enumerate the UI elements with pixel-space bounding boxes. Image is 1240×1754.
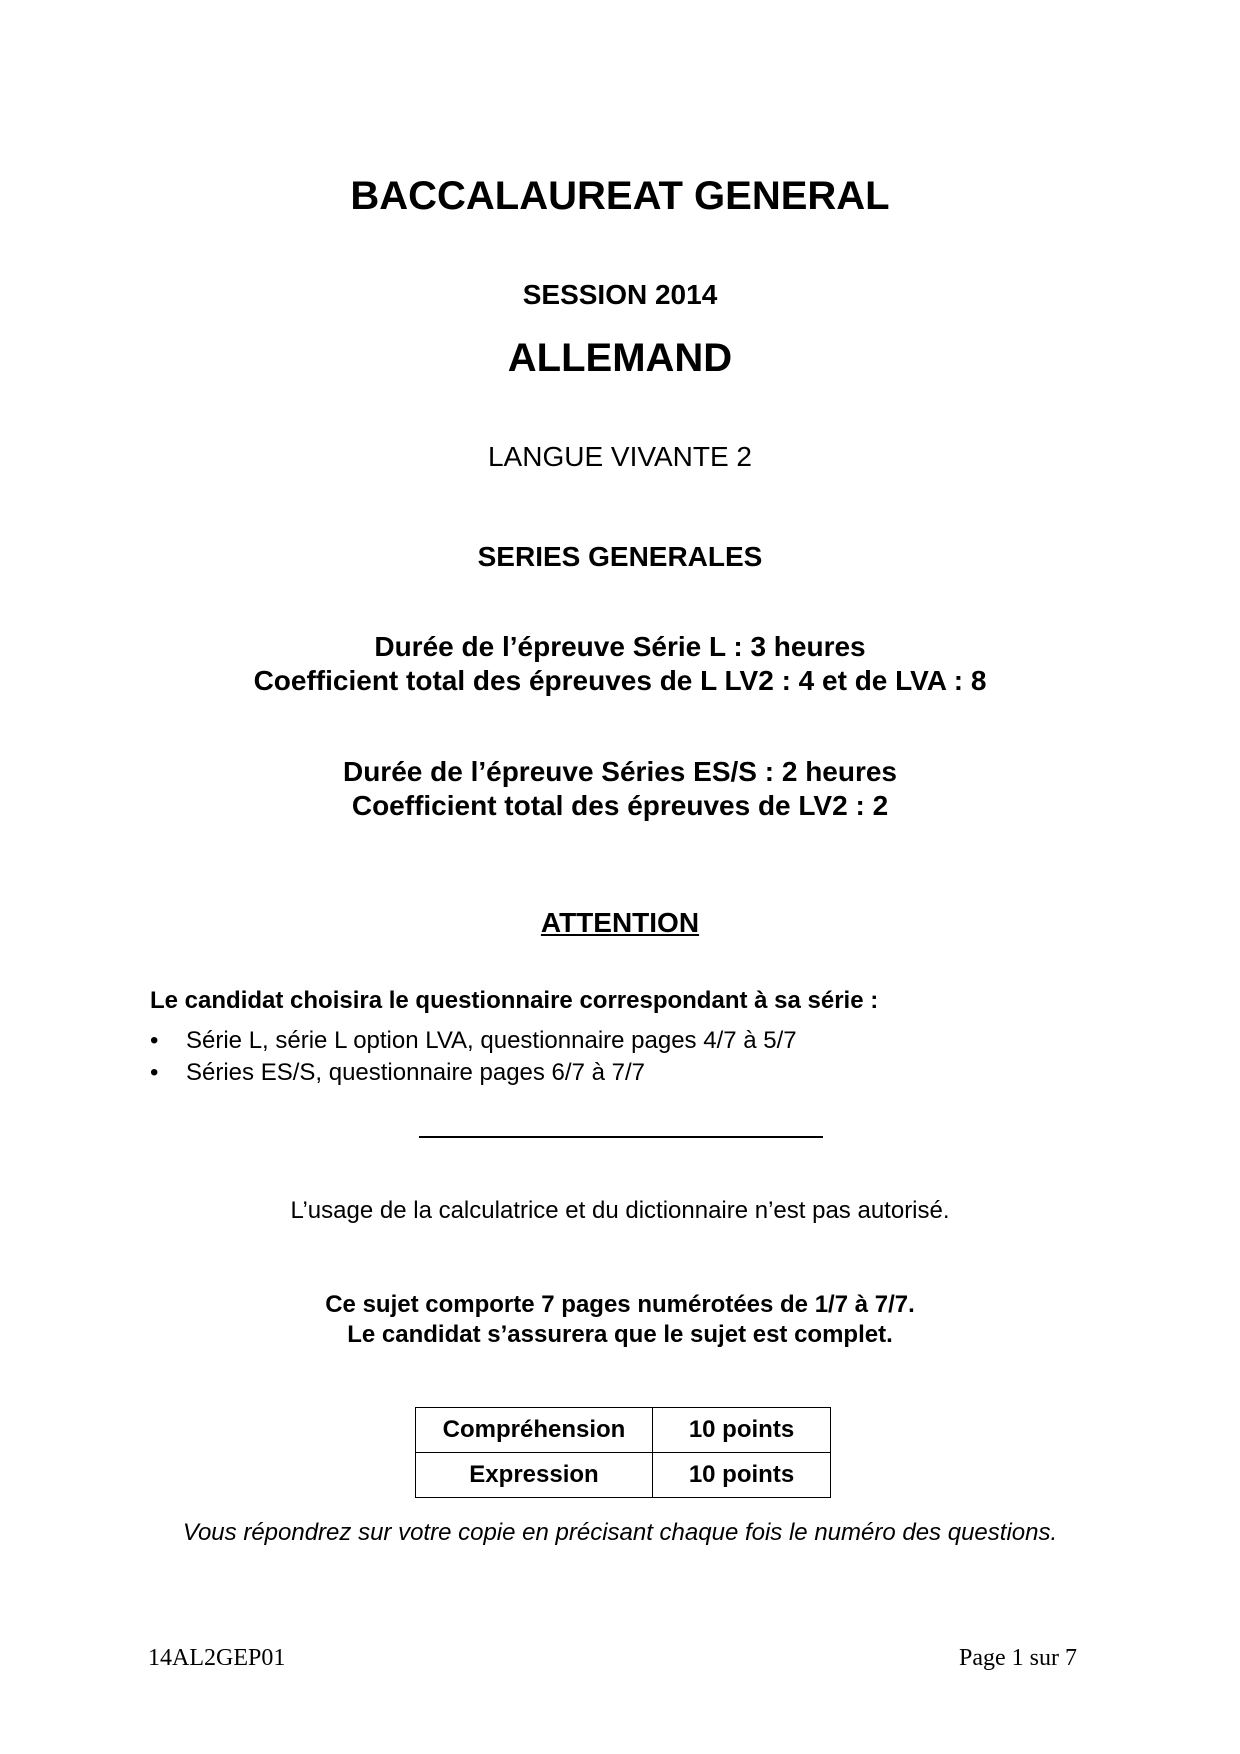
list-item-text: Séries ES/S, questionnaire pages 6/7 à 7/7 <box>186 1059 645 1086</box>
scoring-part: Expression <box>416 1453 653 1498</box>
session-label: SESSION 2014 <box>522 279 718 310</box>
coefficient-serie-es: Coefficient total des épreuves de LV2 : 2 <box>351 790 889 821</box>
list-item <box>150 1025 797 1057</box>
usage-notice: L’usage de la calculatrice et du dictionnaire n’est pas autorisé. <box>290 1197 950 1224</box>
answer-instruction: Vous répondrez sur votre copie en précisant chaque fois le numéro des questions. <box>182 1519 1058 1546</box>
scoring-part: Compréhension <box>416 1408 653 1453</box>
footer-code: 14AL2GEP01 <box>148 1645 286 1671</box>
language-level: LANGUE VIVANTE 2 <box>487 441 752 472</box>
table-row <box>416 1453 831 1498</box>
footer-page-number: Page 1 sur 7 <box>959 1645 1077 1671</box>
completeness-line: Le candidat s’assurera que le sujet est complet. <box>347 1321 893 1348</box>
series-label: SERIES GENERALES <box>477 541 763 572</box>
list-item-text: Série L, série L option LVA, questionnaire pages 4/7 à 5/7 <box>186 1027 797 1054</box>
separator-line <box>419 1136 823 1138</box>
bullet-icon: • <box>150 1059 159 1086</box>
pages-count-line: Ce sujet comporte 7 pages numérotées de 1/7 à 7/7. <box>325 1291 915 1318</box>
scoring-points: 10 points <box>653 1453 831 1498</box>
scoring-table <box>415 1407 831 1498</box>
questionnaire-list <box>150 1025 797 1089</box>
bullet-icon: • <box>150 1027 159 1054</box>
exam-title: BACCALAUREAT GENERAL <box>350 174 890 218</box>
scoring-points: 10 points <box>653 1408 831 1453</box>
duration-serie-es: Durée de l’épreuve Séries ES/S : 2 heures <box>342 756 898 787</box>
attention-heading: ATTENTION <box>540 907 700 938</box>
duration-serie-l: Durée de l’épreuve Série L : 3 heures <box>374 631 866 662</box>
subject-title: ALLEMAND <box>507 336 733 380</box>
questionnaire-instruction: Le candidat choisira le questionnaire correspondant à sa série : <box>150 987 879 1014</box>
coefficient-serie-l: Coefficient total des épreuves de L LV2 : 4 et de LVA : 8 <box>253 665 987 696</box>
list-item <box>150 1057 797 1089</box>
pages-info <box>0 1290 1240 1350</box>
table-row <box>416 1408 831 1453</box>
